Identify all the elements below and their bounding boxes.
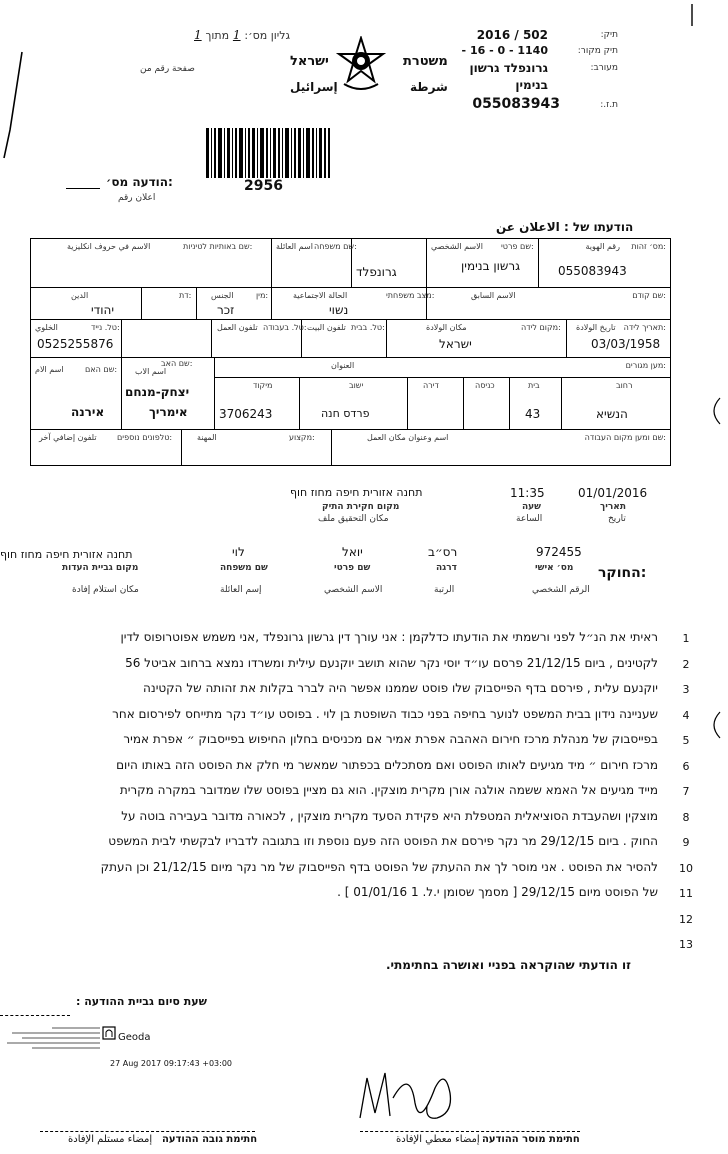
line-number: 9 (682, 836, 690, 849)
tik-label: תיק: (600, 30, 618, 40)
shem-ima-misc-value: אימריך (149, 405, 188, 419)
matzav-value: נשוי (329, 303, 349, 317)
gilayon-value: 1 (232, 28, 241, 42)
investigator-station-label: מקום גביית העדות (62, 563, 139, 573)
tel-nosafim-ar: تلفون إضافي آخر (39, 433, 97, 442)
line-number: 3 (682, 683, 690, 696)
station-value: תחנה אזורית חיפה מחוז חוף (290, 486, 423, 499)
investigator-rank-label: דרגה (436, 563, 457, 573)
dat-label: דת: (179, 291, 192, 300)
taarich-leida-ar: تاريخ الولادة (576, 323, 616, 332)
shem-prati-label: שם פרטי: (501, 242, 534, 251)
stamp-text-icon (2, 1024, 102, 1054)
investigator-id-ar: الرقم الشخصي (532, 585, 590, 595)
statement-line: מרכז חירום ״ מיד מגיעים לאותו הפוסט ואם מסתכלים בכפתור שמאשר מי חלק את הפוסט הזה באותו היום (116, 757, 658, 772)
miktzoa-label: מקצוע: (289, 433, 315, 442)
pen-mark-icon (704, 710, 724, 740)
pen-mark-icon (704, 396, 724, 426)
gilayon-row (140, 28, 290, 42)
investigator-last-ar: إسم العائلة (220, 585, 262, 595)
yeshuv-label: ישוב (349, 381, 364, 390)
tz-label: ת.ז.: (600, 100, 618, 110)
time-value: 11:35 (510, 486, 545, 500)
avoda-label: שם ומען מקום העבודה: (584, 433, 666, 442)
tik-makor-label: תיק מקור: (577, 46, 618, 56)
matzav-ar: الحالة الاجتماعية (293, 291, 348, 300)
tel-nayad-label: טל. נייד: (91, 323, 120, 332)
state-emblem-icon (102, 1026, 116, 1040)
min-value: זכר (217, 303, 235, 317)
closing-text: זו הודעתי שהוקראה בפניי ואושרה בחתימתי. (386, 958, 631, 972)
end-time-label: שעת סיום גביית ההודעה : (76, 995, 207, 1008)
meorav-label: מעורב: (590, 63, 618, 73)
dat-ar: الدين (71, 291, 89, 300)
stamp-name: Geoda (118, 1032, 151, 1043)
sig-left-ar: إمضاء مستلم الإفادة (68, 1134, 153, 1145)
taarich-leida-value: 03/03/1958 (591, 337, 661, 351)
investigator-first-ar: الاسم الشخصي (324, 585, 383, 595)
bayit-label: בית (528, 381, 540, 390)
org-he-1: משטרת (403, 54, 448, 69)
place-label: מקום חקירת התיק (322, 502, 400, 512)
maan-label: מען מגורים: (625, 361, 666, 370)
investigator-id-value: 972455 (536, 545, 582, 559)
dat-value: יהודי (91, 303, 115, 317)
gilayon-ar: صفحة رقم من (140, 64, 195, 74)
statement-line: החוק . ביום 29/12/15 מר נקר פירסם את הפוסט הזה פעם נוספת וזו בתגובה לדבריו לבקשתי לבית המשפט (108, 834, 658, 848)
tel-avoda-ar: تلفون العمل (217, 323, 258, 332)
line-number: 4 (682, 708, 690, 722)
taarich-leida-label: תאריך לידה: (623, 323, 666, 332)
investigator-id-label: מס׳ אישי (535, 563, 574, 573)
line-number: 1 (682, 632, 690, 645)
line-number: 6 (682, 759, 690, 773)
gilayon-label: גליון מס׳: (244, 29, 290, 42)
org-ar-2: إسرائيل (290, 80, 338, 94)
mitoch-label: מתוך (205, 29, 230, 42)
pen-mark-icon (684, 2, 700, 30)
tz-value: 055083943 (472, 96, 560, 112)
investigator-first-label: שם פרטי (334, 563, 371, 573)
statement-line: שעניינה נידון בבית המשפט לנוער בחיפה בפני כבוד השופטת בן לוי . בפוסט עו״ד נקר מתייחס לפירסום אחר (112, 706, 658, 721)
shem-haav-ar: اسم الاب (135, 367, 167, 376)
avoda-ar: اسم وعنوان مكان العمل (367, 433, 449, 442)
sig-right-label: חתימת מוסר ההודעה (482, 1134, 580, 1145)
mikud-value: 3706243 (219, 407, 273, 421)
tel-bayit-label: טל. בבית: (351, 323, 385, 332)
shem-haav-label: שם האב: (161, 359, 193, 368)
shem-mishpacha-label: שם משפחה: (314, 242, 357, 251)
org-ar-1: شرطة (410, 80, 448, 94)
rechov-label: רחוב (616, 381, 633, 390)
statement-line: מוצקין ושהעבדת הסוציאלית המטפלת היא פקידת הסעד מקרית מוצקין , לכאורה מדובר בעבירה בוטה על (121, 808, 658, 823)
hodaa-mispar-ar: اعلان رقم (118, 193, 156, 203)
mis-zehut-ar: رقم الهوية (585, 242, 620, 251)
rechov-value: הנשיא (596, 407, 628, 421)
line-number: 2 (682, 657, 690, 671)
min-label: מין: (256, 291, 269, 300)
barcode-icon (206, 128, 330, 178)
statement-line: להסיר את הפוסט . אני מוסר לך את ההעתק של הפוסט בדף הפייסבוק של מר נקר מיום 21/12/15 וכן העתק (100, 859, 658, 874)
line-number: 11 (679, 887, 693, 900)
tik-value: 502 / 2016 (476, 28, 548, 42)
shem-haem-ar: اسم الام (35, 365, 64, 374)
investigator-station-ar: مكان استلام إفادة (72, 585, 139, 595)
line-number: 7 (682, 785, 690, 798)
investigator-station-value: תחנה אזורית חיפה מחוז חוף (0, 548, 133, 561)
line-number: 13 (679, 938, 693, 951)
tel-bayit-ar: تلفون البيت (307, 323, 346, 332)
sig-right-ar: إمضاء معطي الإفادة (396, 1134, 480, 1145)
shem-mishpacha-value: גרונפלד (356, 265, 397, 279)
mekom-leida-value: ישראל (439, 337, 472, 351)
tik-makor-value: 1140 - 0 - 16 - (461, 44, 548, 57)
shem-otiyot-label: שם באותיות לטיניות: (183, 242, 253, 251)
statement-line: מייד מגיעים אל האמא ששמה אולגה אורן מקרית מוצקין. הוא גם מציין בפוסט שלו שמדובר במקרה מקרית (119, 783, 658, 797)
meorav-value-1: גרונפלד גרשון (469, 61, 548, 75)
mekom-leida-ar: مكان الولادة (426, 323, 467, 332)
statement-line: יוקנעם עלית , פירסם בדף הפייסבוק שלו פוסט שממנו אפשר היה לברר בקלות את זהותה של הקטינה (143, 681, 658, 695)
miktzoa-ar: المهنة (197, 433, 217, 442)
person-table (30, 238, 671, 466)
statement-line: של הפוסט מיום 29/12/15 [ מסמך שסומן י.ל. 1 01/01/16 ] . (337, 885, 658, 899)
statement-line: בפייסבוק של מנהלת מרכז חירום האהבה אפרת אמיר אם מכניסים בחלון החיפוש בפייסבוק ״ אפרת אמיר (123, 732, 658, 746)
pen-mark-icon (0, 50, 30, 160)
date-value: 01/01/2016 (578, 486, 648, 500)
shem-haav-value: יצחק-מנחם (125, 385, 190, 399)
tel-nayad-ar: الخلوي (35, 323, 58, 332)
maan-ar: العنوان (331, 361, 355, 370)
bayit-value: 43 (525, 407, 541, 421)
matzav-label: מצב משפחתי: (386, 291, 435, 300)
shem-mishpacha-ar: اسم العائلة (276, 242, 313, 251)
line-number: 10 (679, 861, 693, 875)
time-label: שעה (522, 502, 542, 512)
hodaa-mispar-line (66, 188, 100, 189)
dira-label: דירה (423, 381, 439, 390)
shem-otiyot-ar: الاسم في حروف انكليزية (67, 242, 151, 251)
stamp-time: 27 Aug 2017 09:17:43 +03:00 (110, 1059, 233, 1068)
knisa-label: כניסה (475, 381, 495, 390)
mekom-leida-label: מקום לידה: (521, 323, 561, 332)
org-he-2: ישראל (290, 54, 329, 69)
shem-kodem-label: שם קודם: (632, 291, 666, 300)
statement-line: ראיתי את הנ״ל לפני ורשמתי את הודעתו כדלקמן : אני עורך דין גרשון גרונפלד ,אני משמש אפוטרופוס לדין (120, 630, 658, 644)
date-label: תאריך (600, 502, 626, 512)
hodaa-mispar-label: הודעה מס׳: (106, 175, 173, 189)
tel-nosafim-label: טלפונים נוספים: (117, 433, 173, 442)
date-ar: تاريخ (608, 514, 626, 524)
mis-zehut-value: 055083943 (558, 264, 627, 278)
investigator-first-value: יואל (342, 545, 363, 559)
investigator-title: החוקר: (598, 565, 647, 581)
shem-haem-label: שם האם: (85, 365, 118, 374)
min-ar: الجنس (211, 291, 234, 300)
mitoch-value: 1 (194, 28, 202, 42)
investigator-last-label: שם משפחה (220, 563, 268, 573)
section-title: הודעתו של : الاعلان عن (496, 220, 634, 234)
shem-kodem-ar: الاسم السابق (471, 291, 516, 300)
barcode-number: 2956 (244, 178, 283, 194)
signature-icon (355, 1058, 465, 1138)
investigator-rank-ar: الرتبة (434, 585, 455, 595)
investigator-rank-value: רס״ב (428, 545, 458, 559)
yeshuv-value: פרדס חנה (321, 407, 370, 420)
time-ar: الساعة (516, 514, 543, 524)
shem-haem-value: אירנה (71, 405, 105, 419)
investigator-last-value: לוי (232, 545, 245, 559)
police-emblem-icon (336, 36, 386, 96)
mikud-label: מיקוד (253, 381, 273, 390)
shem-prati-ar: الاسم الشخصي (431, 242, 483, 251)
end-time-line (0, 1015, 70, 1016)
statement-line: לקטינים , ביום 21/12/15 פרסם עו״ד יוסי נקר שהוא תושב יוקנעם עילית ומשרדו נמצא ברחוב אביטל 56 (125, 655, 658, 670)
meorav-value-2: בנימין (515, 78, 548, 92)
line-number: 5 (682, 734, 690, 747)
place-ar: مكان التحقيق ملف (318, 514, 389, 524)
tel-avoda-label: טל. בעבודה: (263, 323, 307, 332)
line-number: 8 (682, 810, 690, 824)
mis-zehut-label: מס׳ זהות: (631, 242, 666, 251)
sig-left-line (40, 1131, 255, 1132)
tel-nayad-value: 0525255876 (37, 337, 114, 351)
sig-right-line (360, 1131, 580, 1132)
line-number: 12 (679, 912, 693, 926)
sig-left-label: חתימת גובה ההודעה (162, 1134, 258, 1145)
shem-prati-value: גרשון בנימין (461, 259, 521, 273)
